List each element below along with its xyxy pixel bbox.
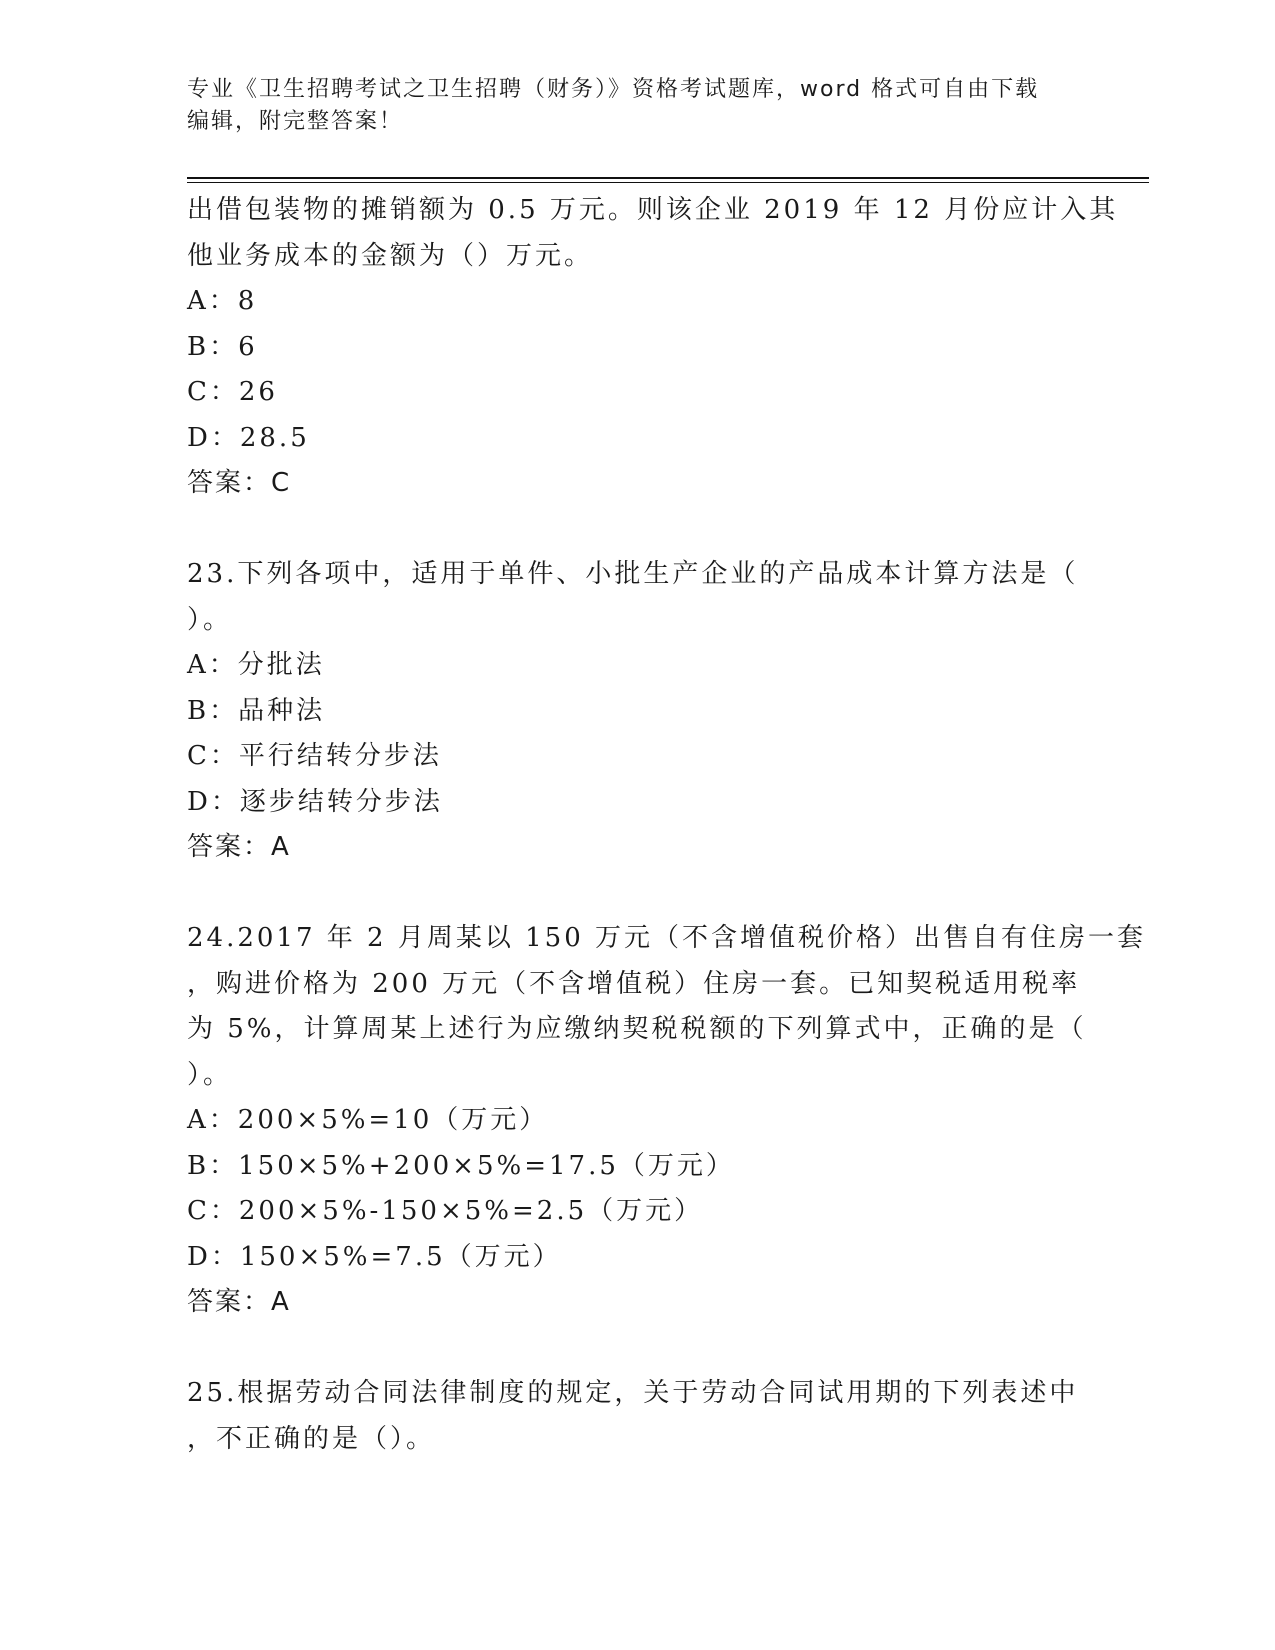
header-line-1: 专业《卫生招聘考试之卫生招聘（财务）》资格考试题库，word 格式可自由下载	[187, 77, 1040, 102]
option-b: B：6	[187, 331, 258, 362]
option-a: A：200×5%=10（万元）	[187, 1105, 549, 1135]
option-c: C：平行结转分步法	[187, 741, 442, 771]
question-text-line: ，购进价格为 200 万元（不含增值税）住房一套。已知契税适用税率	[187, 968, 1081, 999]
header-divider	[187, 177, 1149, 183]
option-a: A：分批法	[187, 650, 325, 680]
option-d: D：28.5	[187, 422, 310, 453]
question-25	[187, 1371, 1087, 1462]
option-b: B：品种法	[187, 695, 326, 726]
spacer	[187, 1326, 1087, 1372]
question-text-line: 他业务成本的金额为（）万元。	[187, 240, 594, 271]
answer-line: 答案：A	[187, 832, 291, 862]
question-text-line: 25.根据劳动合同法律制度的规定，关于劳动合同试用期的下列表述中	[187, 1378, 1079, 1408]
option-d: D：150×5%=7.5（万元）	[187, 1241, 562, 1272]
question-23	[187, 552, 1087, 871]
spacer	[187, 871, 1087, 917]
question-text-line: ）。	[187, 1059, 233, 1090]
question-text-line: 23.下列各项中，适用于单件、小批生产企业的产品成本计算方法是（	[187, 559, 1079, 589]
option-d: D：逐步结转分步法	[187, 786, 443, 817]
question-text-line: ）。	[187, 604, 233, 635]
answer-line: 答案：C	[187, 468, 292, 498]
spacer	[187, 507, 1087, 553]
question-text-line: 为 5%，计算周某上述行为应缴纳契税税额的下列算式中，正确的是（	[187, 1014, 1087, 1044]
option-b: B：150×5%+200×5%=17.5（万元）	[187, 1150, 735, 1181]
question-24	[187, 916, 1147, 1326]
question-text-line: 出借包装物的摊销额为 0.5 万元。则该企业 2019 年 12 月份应计入其	[187, 195, 1119, 225]
document-body	[187, 188, 1147, 1462]
document-header	[187, 74, 1067, 138]
header-line-2: 编辑，附完整答案！	[187, 109, 404, 134]
question-text-line: 24.2017 年 2 月周某以 150 万元（不含增值税价格）出售自有住房一套	[187, 923, 1147, 953]
option-a: A：8	[187, 286, 258, 316]
question-text-line: ，不正确的是（）。	[187, 1423, 436, 1454]
question-22	[187, 188, 1119, 507]
option-c: C：26	[187, 377, 278, 407]
option-c: C：200×5%-150×5%=2.5（万元）	[187, 1196, 704, 1226]
answer-line: 答案：A	[187, 1287, 291, 1317]
